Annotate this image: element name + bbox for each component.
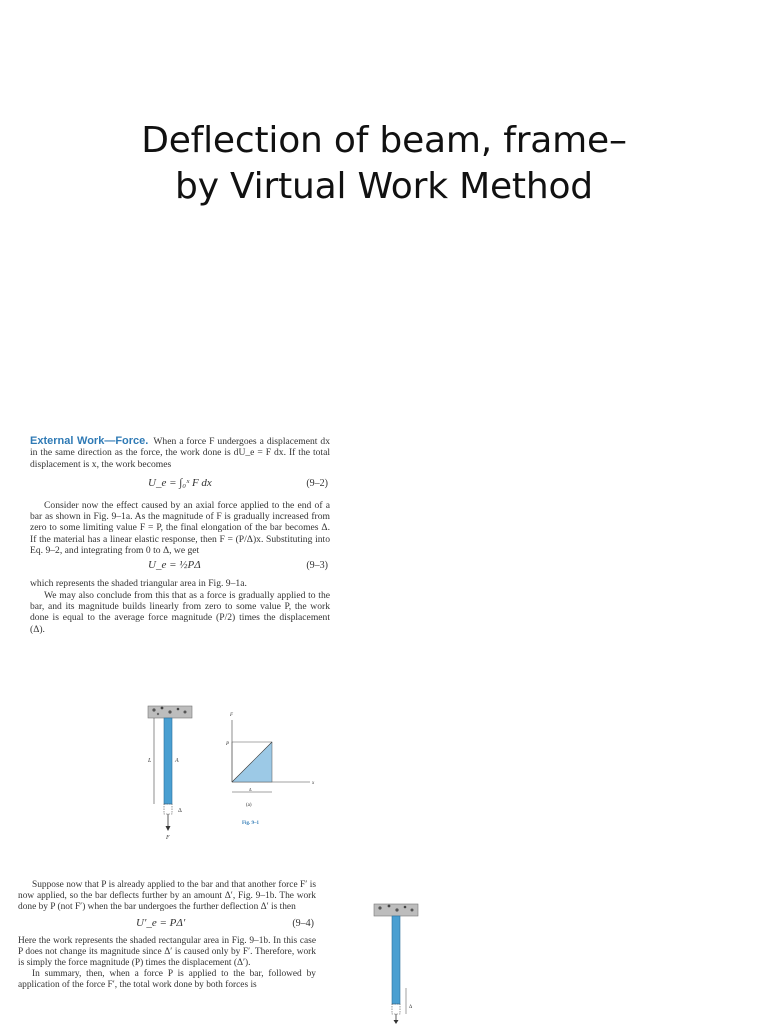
label-F: F (166, 835, 170, 840)
label-A: A (175, 758, 179, 764)
label-delta: Δ (409, 1005, 413, 1010)
figure-caption: Fig. 9–1 (242, 821, 259, 826)
figure-9-1 (140, 700, 330, 840)
paragraph-3: In summary, then, when a force P is applied to the bar, followed by application of the force F′, the total work done by both forces is (18, 969, 316, 991)
paragraph-4: We may also conclude from this that as a force is gradually applied to the bar, and its magnitude builds linearly from zero to some value P, the work done is equal to the average force magnitude (P/2) times the displacement (Δ). (30, 589, 330, 635)
equation-number: (9–3) (306, 560, 328, 572)
paragraph-2: Consider now the effect caused by an axial force applied to the end of a bar as shown in Fig. 9–1a. As the magnitude of F is gradually increased from zero to some limiting value F = P, the final elongation of the bar becomes Δ. If the material has a linear elastic response, then F = (P/Δ)x. Substituting into Eq. 9–2, and integrating from 0 to Δ, we get (30, 499, 330, 557)
paragraph-1-text: When a force F undergoes a displacement dx in the same direction as the force, the work done is dU_e = F dx. If the total displacement is x, the work becomes (30, 436, 330, 470)
force-arrow-head (394, 1020, 399, 1024)
label-L: L (148, 758, 152, 764)
slide-title (0, 118, 768, 210)
bar (392, 916, 400, 1004)
fixed-support (148, 706, 192, 718)
force-arrow-head (166, 826, 171, 831)
paragraph-2: Here the work represents the shaded rectangular area in Fig. 9–1b. In this case P does not change its magnitude since Δ′ is caused only by F′. Therefore, work is simply the force magnitude (P) times the displacement (Δ′). (18, 935, 316, 969)
textbook-excerpt-2 (18, 880, 316, 992)
axis-label-P: P (226, 742, 230, 747)
delta-dimension-label: Δ (249, 787, 252, 792)
figure-sub-label: (a) (246, 803, 252, 808)
title-line-2: by Virtual Work Method (175, 166, 593, 207)
equation-expression: U_e = ½PΔ (148, 559, 201, 572)
paragraph-1: Suppose now that P is already applied to the bar and that another force F′ is now applied, so the bar deflects further by an amount Δ′, Fig. 9–1b. The work done by P (not F′) when the bar undergoes the further deflection Δ′ is then (18, 880, 316, 913)
elongation-box (392, 1004, 400, 1014)
equation-9-4 (18, 914, 316, 936)
equation-number: (9–2) (306, 477, 328, 489)
equation-9-3 (30, 556, 330, 578)
paragraph-1 (30, 436, 330, 470)
axis-label-x: x (312, 781, 315, 786)
equation-9-2 (30, 470, 330, 500)
figure-9-1b (370, 898, 430, 1024)
textbook-excerpt-1 (30, 436, 330, 635)
elongation-box (164, 804, 172, 814)
fixed-support (374, 904, 418, 916)
paragraph-3: which represents the shaded triangular area in Fig. 9–1a. (30, 578, 247, 590)
section-heading: External Work—Force. (30, 435, 149, 447)
title-line-1: Deflection of beam, frame– (141, 120, 627, 161)
equation-expression: U′_e = PΔ′ (136, 916, 186, 929)
axis-label-F: F (230, 713, 234, 718)
equation-number: (9–4) (292, 917, 314, 929)
label-delta: Δ (178, 808, 182, 814)
bar (164, 718, 172, 804)
equation-expression: U_e = ∫₀ˣ F dx (148, 476, 212, 489)
